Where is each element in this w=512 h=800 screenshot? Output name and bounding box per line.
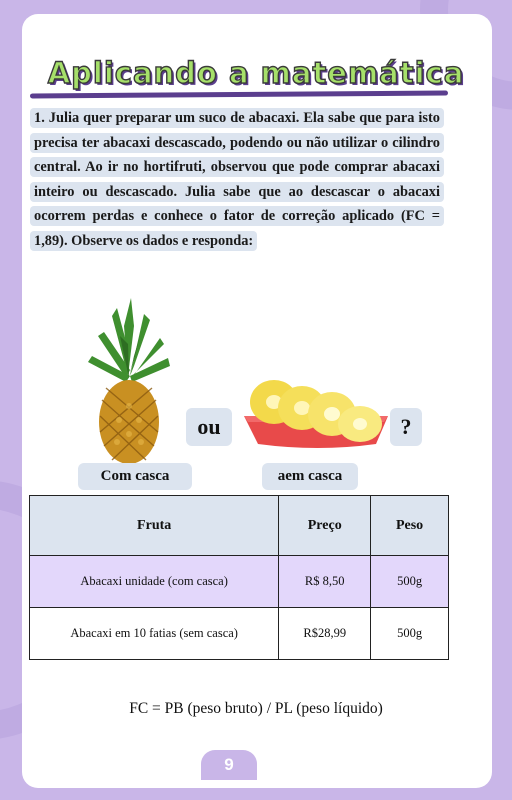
question-text	[30, 106, 444, 253]
cell-fruta: Abacaxi unidade (com casca)	[30, 556, 279, 608]
pineapple-image	[84, 296, 174, 466]
header-fruta: Fruta	[30, 496, 279, 556]
table-row	[30, 556, 449, 608]
cell-peso: 500g	[371, 608, 449, 660]
table-header-row	[30, 496, 449, 556]
header-peso: Peso	[371, 496, 449, 556]
table-row	[30, 608, 449, 660]
without-peel-caption: aem casca	[262, 463, 358, 490]
with-peel-caption: Com casca	[78, 463, 192, 490]
question-mark-label: ?	[390, 408, 422, 446]
correction-factor-formula: FC = PB (peso bruto) / PL (peso líquido)	[129, 700, 383, 717]
question-highlight: 1. Julia quer preparar um suco de abacaxi. Ela sabe que para isto precisa ter abacaxi descascado, podendo ou não utilizar o cilindro central. Ao ir no hortifruti, observou que pode comprar abacaxi inteiro ou descascado. Julia sabe que ao descascar o abacaxi ocorrem perdas e conhece o fator de correção aplicado (FC = 1,89). Observe os dados e responda:	[30, 108, 444, 251]
pineapple-slices-image	[238, 366, 398, 456]
page-number: 9	[201, 750, 257, 780]
page-title: Aplicando a matemática	[47, 56, 465, 90]
header-preco: Preço	[279, 496, 371, 556]
or-label: ou	[186, 408, 232, 446]
cell-peso: 500g	[371, 556, 449, 608]
cell-preco: R$28,99	[279, 608, 371, 660]
cell-fruta: Abacaxi em 10 fatias (sem casca)	[30, 608, 279, 660]
price-table	[29, 495, 449, 660]
cell-preco: R$ 8,50	[279, 556, 371, 608]
